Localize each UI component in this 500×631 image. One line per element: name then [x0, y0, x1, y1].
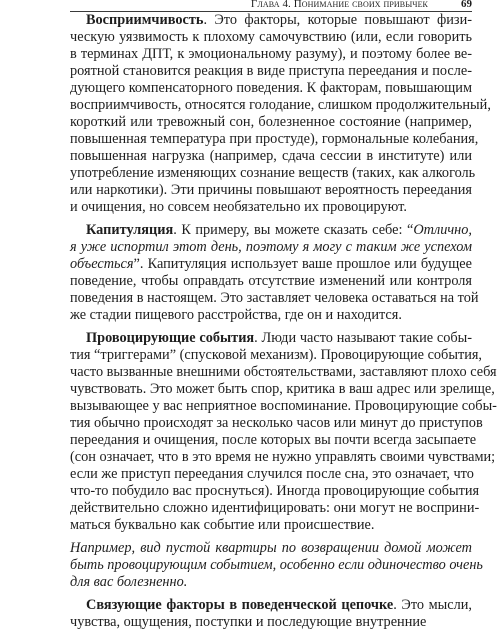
text-line	[70, 381, 495, 398]
text-line	[70, 97, 491, 114]
text-line	[70, 415, 483, 432]
text-run: повышенная температура при простуде), гормональные колебания,	[70, 131, 479, 147]
text-line	[70, 199, 472, 216]
text-run: маться буквально как событие или происшествие.	[70, 517, 375, 533]
paragraph	[70, 597, 472, 631]
text-line	[70, 398, 497, 415]
bold-term: Провоцирующие события	[86, 330, 255, 346]
text-line	[70, 12, 472, 29]
text-line	[70, 557, 483, 574]
bold-term: Капитуляция	[86, 222, 174, 238]
text-line	[70, 517, 472, 534]
text-line	[70, 540, 472, 557]
text-run: часто вызванные внешними обстоятельствами, заставляют плохо себя	[70, 364, 497, 380]
text-run: . Это мысли,	[393, 597, 472, 613]
text-run: Например, вид пустой квартиры по возвращении домой может	[70, 540, 472, 556]
text-line	[70, 46, 472, 63]
text-run: для вас болезненно.	[70, 574, 188, 590]
text-run: восприимчивость, относятся голодание, слишком продолжительный,	[70, 97, 491, 113]
text-run: роятной становится реакция в виде приступа переедания и после-	[70, 63, 472, 79]
text-line	[70, 80, 472, 97]
text-run: действительно сложно идентифицировать: они могут не восприни-	[70, 500, 480, 516]
text-run: тия “триггерами” (спусковой механизм). Провоцирующие события,	[70, 347, 482, 363]
text-run: если же приступ переедания случился после сна, это означает, что	[70, 466, 474, 482]
text-line	[70, 239, 472, 256]
text-line	[70, 483, 480, 500]
text-line	[70, 449, 496, 466]
text-run: . Это факторы, которые повышают физи-	[203, 12, 472, 28]
text-run: вызывающее у вас неприятное воспоминание. Провоцирующие собы-	[70, 398, 497, 414]
text-run: быть провоцирующим событием, особенно если одиночество очень	[70, 557, 483, 573]
text-line	[70, 307, 472, 324]
text-run: в терминах ДПТ, к эмоциональному разуму), и поэтому более ве-	[70, 46, 472, 62]
paragraph	[70, 330, 497, 534]
text-run: употребление изменяющих сознание веществ (таких, как алкоголь	[70, 165, 476, 181]
bold-term: Восприимчивость	[86, 12, 204, 28]
text-run: тия обычно происходят за несколько часов или минут до приступов	[70, 415, 483, 431]
page-number: 69	[461, 0, 472, 10]
text-line	[70, 500, 480, 517]
text-line	[70, 114, 472, 131]
paragraph	[70, 540, 483, 591]
text-run: же стадии пищевого расстройства, где он и находится.	[70, 307, 402, 323]
chapter-title: Глава 4. Понимание своих привычек	[250, 0, 428, 10]
text-line	[70, 148, 472, 165]
text-line	[70, 222, 472, 239]
text-line	[70, 63, 472, 80]
text-line	[70, 131, 479, 148]
text-run: ”. Капитуляция использует ваше прошлое или будущее	[133, 256, 472, 272]
text-line	[70, 330, 472, 347]
text-run: . Люди часто называют такие собы-	[254, 330, 472, 346]
running-header	[70, 0, 472, 12]
text-line	[70, 273, 472, 290]
paragraph	[70, 222, 479, 324]
text-line	[70, 466, 472, 483]
page-body	[70, 12, 497, 631]
text-line	[70, 347, 482, 364]
text-line	[70, 290, 479, 307]
text-run: повышенная нагрузка (например, сдача сессии в институте) или	[70, 148, 472, 164]
paragraph	[70, 12, 491, 216]
text-run: ческую уязвимость к плохому самочувствию (или, если говорить	[70, 29, 472, 45]
text-line	[70, 29, 472, 46]
text-line	[70, 165, 476, 182]
italic-text: Отлично,	[413, 222, 472, 238]
text-run: или наркотики). Эти причины повышают вероятность переедания	[70, 182, 472, 198]
text-line	[70, 614, 472, 631]
text-run: чувствовать. Это может быть спор, критика в ваш адрес или зрелище,	[70, 381, 495, 397]
text-run: чувства, ощущения, поступки и последующие внутренние	[70, 614, 427, 630]
text-line	[70, 432, 477, 449]
text-run: . К примеру, вы можете сказать себе: “	[173, 222, 414, 238]
text-line	[70, 597, 472, 614]
text-run: дующего компенсаторного поведения. К факторам, повышающим	[70, 80, 472, 96]
text-run: короткий или тревожный сон, болезненное состояние (например,	[70, 114, 472, 130]
text-line	[70, 574, 472, 591]
text-run: и очищения, но совсем необязательно их провоцируют.	[70, 199, 407, 215]
text-run: поведения в настоящем. Это заставляет человека оставаться на той	[70, 290, 479, 306]
text-run: переедания и очищения, после которых вы почти всегда засыпаете	[70, 432, 477, 448]
text-line	[70, 364, 497, 381]
bold-term: Связующие факторы в поведенческой цепочке	[86, 597, 394, 613]
text-run: что-то побудило вас проснуться). Иногда провоцирующие события	[70, 483, 480, 499]
text-line	[70, 182, 472, 199]
text-run: поведение, чтобы оправдать отсутствие изменений или контроля	[70, 273, 472, 289]
italic-text: я уже испортил этот день, поэтому я могу с таким же успехом	[70, 239, 472, 255]
text-run: (сон означает, что в это время не нужно управлять своими чувствами;	[70, 449, 496, 465]
text-line	[70, 256, 472, 273]
italic-text: объесться	[70, 256, 134, 272]
